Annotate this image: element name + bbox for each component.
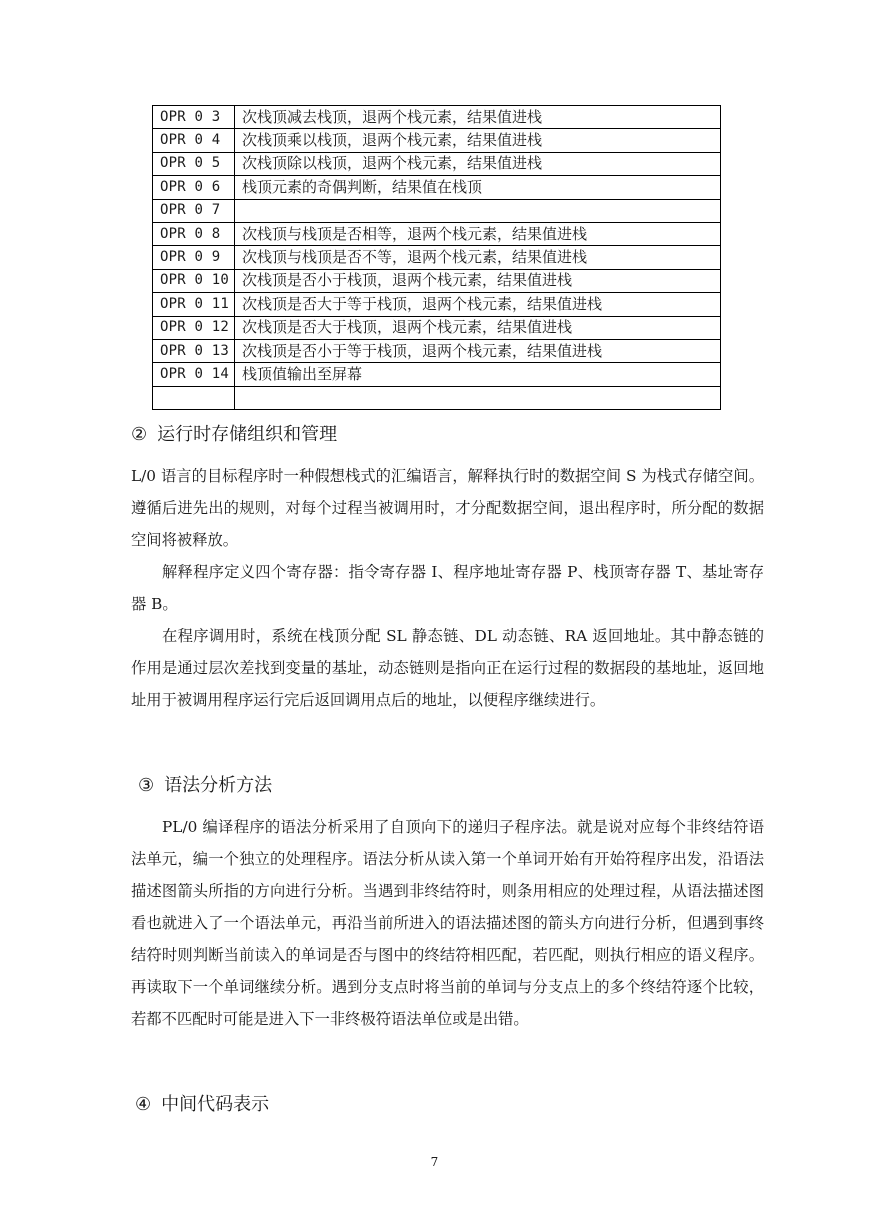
opr-code-cell: OPR 0 11 [153, 293, 235, 316]
opr-description-cell: 次栈顶减去栈顶，退两个栈元素，结果值进栈 [235, 106, 721, 129]
table-row [153, 316, 721, 339]
table-row [153, 339, 721, 362]
opr-code-cell: OPR 0 7 [153, 199, 235, 222]
section-title: 中间代码表示 [161, 1094, 270, 1115]
opr-description-cell: 栈顶元素的奇偶判断，结果值在栈顶 [235, 176, 721, 199]
section-number: ④ [135, 1094, 152, 1115]
table-row [153, 152, 721, 175]
section-heading-parsing [138, 774, 272, 798]
opr-code-cell: OPR 0 8 [153, 222, 235, 245]
opr-description-cell: 次栈顶是否小于栈顶，退两个栈元素，结果值进栈 [235, 269, 721, 292]
table-row [153, 129, 721, 152]
table-row [153, 106, 721, 129]
table-row [153, 246, 721, 269]
opr-description-cell: 次栈顶乘以栈顶，退两个栈元素，结果值进栈 [235, 129, 721, 152]
table-row [153, 386, 721, 409]
section-heading-storage [131, 423, 337, 447]
opr-code-cell: OPR 0 5 [153, 152, 235, 175]
opr-description-cell: 次栈顶与栈顶是否不等，退两个栈元素，结果值进栈 [235, 246, 721, 269]
table-row [153, 176, 721, 199]
section-number: ③ [138, 775, 155, 796]
storage-paragraph-3: 在程序调用时，系统在栈顶分配 SL 静态链、DL 动态链、RA 返回地址。其中静态链的作用是通过层次差找到变量的基址，动态链则是指向正在运行过程的数据段的基地址，返回地址用于被调用程序运行完后返回调用点后的地址，以便程序继续进行。 [131, 627, 764, 709]
opr-code-cell: OPR 0 14 [153, 363, 235, 386]
opr-description-cell: 次栈顶是否小于等于栈顶，退两个栈元素，结果值进栈 [235, 339, 721, 362]
storage-paragraph-2: 解释程序定义四个寄存器：指令寄存器 I、程序地址寄存器 P、栈顶寄存器 T、基址寄存器 B。 [131, 563, 764, 613]
opr-description-cell [235, 199, 721, 222]
table-row [153, 269, 721, 292]
storage-paragraph-1: L/0 语言的目标程序时一种假想栈式的汇编语言，解释执行时的数据空间 S 为栈式存储空间。遵循后进先出的规则，对每个过程当被调用时，才分配数据空间，退出程序时，所分配的数据空间将被释放。 [131, 467, 764, 549]
section-number: ② [131, 424, 148, 445]
opr-instruction-table [152, 105, 721, 410]
section-heading-intermediate-code [135, 1093, 269, 1117]
opr-description-cell: 次栈顶是否大于等于栈顶，退两个栈元素，结果值进栈 [235, 293, 721, 316]
section-title: 语法分析方法 [164, 775, 273, 796]
opr-code-cell [153, 386, 235, 409]
opr-code-cell: OPR 0 3 [153, 106, 235, 129]
opr-code-cell: OPR 0 12 [153, 316, 235, 339]
opr-description-cell [235, 386, 721, 409]
opr-description-cell: 次栈顶除以栈顶，退两个栈元素，结果值进栈 [235, 152, 721, 175]
table-row [153, 363, 721, 386]
table-row [153, 199, 721, 222]
parsing-paragraph: PL/0 编译程序的语法分析采用了自顶向下的递归子程序法。就是说对应每个非终结符语法单元，编一个独立的处理程序。语法分析从读入第一个单词开始有开始符程序出发，沿语法描述图箭头所指的方向进行分析。当遇到非终结符时，则条用相应的处理过程，从语法描述图看也就进入了一个语法单元，再沿当前所进入的语法描述图的箭头方向进行分析，但遇到事终结符时则判断当前读入的单词是否与图中的终结符相匹配，若匹配，则执行相应的语义程序。再读取下一个单词继续分析。遇到分支点时将当前的单词与分支点上的多个终结符逐个比较，若都不匹配时可能是进入下一非终极符语法单位或是出错。 [131, 818, 764, 1028]
opr-code-cell: OPR 0 13 [153, 339, 235, 362]
opr-code-cell: OPR 0 9 [153, 246, 235, 269]
page-number: 7 [430, 1155, 439, 1169]
section-title: 运行时存储组织和管理 [157, 424, 338, 445]
opr-code-cell: OPR 0 4 [153, 129, 235, 152]
opr-description-cell: 栈顶值输出至屏幕 [235, 363, 721, 386]
opr-code-cell: OPR 0 10 [153, 269, 235, 292]
opr-code-cell: OPR 0 6 [153, 176, 235, 199]
opr-description-cell: 次栈顶是否大于栈顶，退两个栈元素，结果值进栈 [235, 316, 721, 339]
table-row [153, 293, 721, 316]
table-row [153, 222, 721, 245]
opr-description-cell: 次栈顶与栈顶是否相等，退两个栈元素，结果值进栈 [235, 222, 721, 245]
